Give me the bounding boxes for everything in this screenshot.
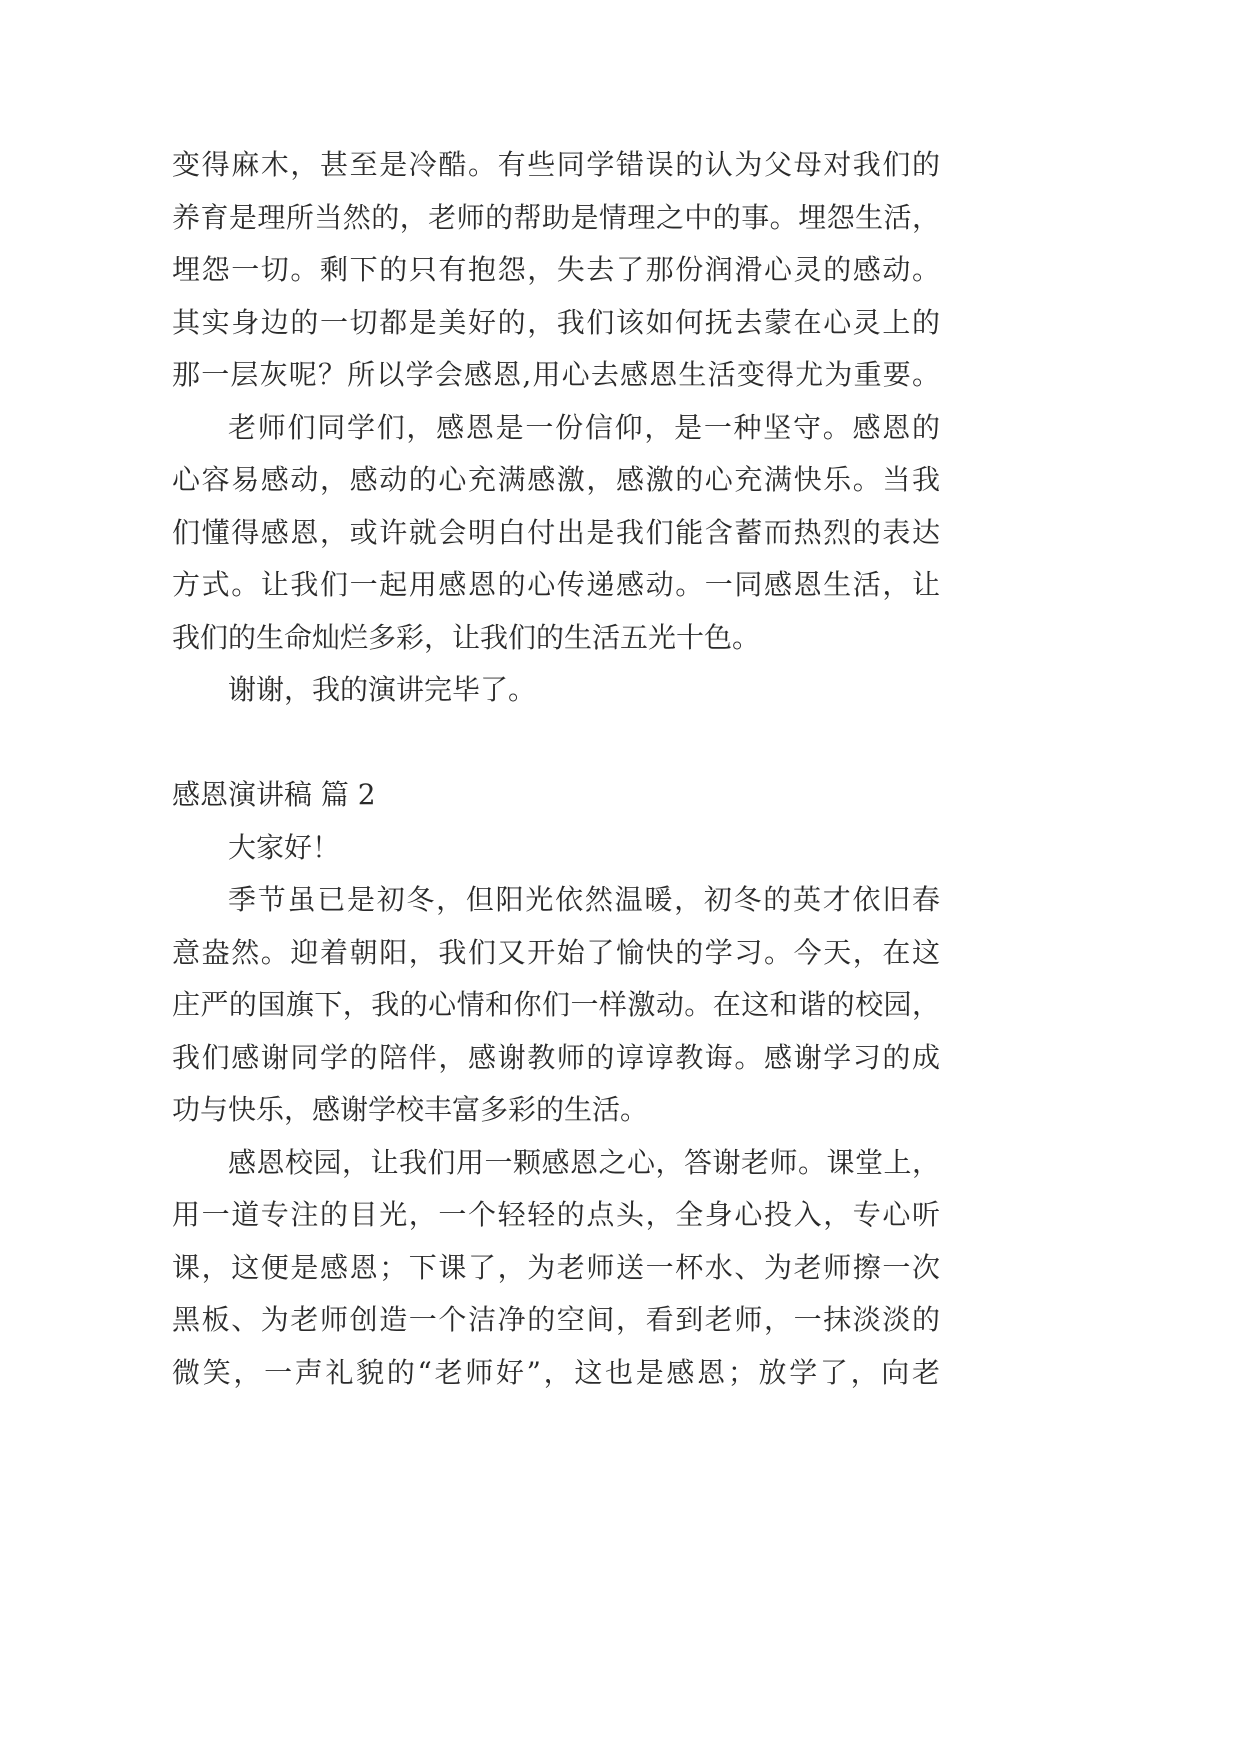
text-line: 们懂得感恩，或许就会明白付出是我们能含蓄而热烈的表达	[172, 515, 940, 549]
text-line: 我们的生命灿烂多彩，让我们的生活五光十色。	[172, 620, 761, 654]
text-line: 心容易感动，感动的心充满感激，感激的心充满快乐。当我	[172, 463, 940, 496]
text-line: 功与快乐，感谢学校丰富多彩的生活。	[172, 1093, 649, 1126]
text-line: 那一层灰呢？所以学会感恩,用心去感恩生活变得尤为重要。	[172, 358, 940, 391]
text-line: 埋怨一切。剩下的只有抱怨，失去了那份润滑心灵的感动。	[172, 253, 940, 286]
text-line: 课，这便是感恩；下课了，为老师送一杯水、为老师擦一次	[172, 1250, 940, 1284]
text-line: 意盎然。迎着朝阳，我们又开始了愉快的学习。今天，在这	[172, 935, 940, 969]
text-line: 变得麻木，甚至是冷酷。有些同学错误的认为父母对我们的	[172, 148, 940, 181]
section-heading: 感恩演讲稿 篇 2	[172, 778, 376, 811]
blank-line	[172, 717, 940, 770]
text-line: 庄严的国旗下，我的心情和你们一样激动。在这和谐的校园，	[172, 988, 940, 1021]
paragraph	[172, 402, 940, 665]
paragraph	[172, 664, 940, 717]
text-line: 微笑，一声礼貌的“老师好”，这也是感恩；放学了，向老	[172, 1355, 940, 1389]
text-line: 谢谢，我的演讲完毕了。	[228, 673, 537, 706]
text-line: 用一道专注的目光，一个轻轻的点头，全身心投入，专心听	[172, 1198, 940, 1231]
text-line: 方式。让我们一起用感恩的心传递感动。一同感恩生活，让	[172, 568, 940, 601]
text-line: 感恩校园，让我们用一颗感恩之心，答谢老师。课堂上，	[228, 1145, 940, 1179]
text-line: 其实身边的一切都是美好的，我们该如何抚去蒙在心灵上的	[172, 305, 940, 339]
text-line: 大家好！	[228, 830, 341, 864]
text-line: 黑板、为老师创造一个洁净的空间，看到老师，一抹淡淡的	[172, 1303, 940, 1336]
document-body	[172, 139, 940, 1399]
paragraph	[172, 1137, 940, 1400]
paragraph	[172, 139, 940, 402]
text-line: 季节虽已是初冬，但阳光依然温暖，初冬的英才依旧春	[228, 883, 940, 916]
paragraph	[172, 874, 940, 1137]
text-line: 老师们同学们，感恩是一份信仰，是一种坚守。感恩的	[228, 410, 940, 444]
text-line: 我们感谢同学的陪伴，感谢教师的谆谆教诲。感谢学习的成	[172, 1040, 940, 1074]
paragraph	[172, 822, 940, 875]
text-line: 养育是理所当然的，老师的帮助是情理之中的事。埋怨生活，	[172, 200, 940, 234]
